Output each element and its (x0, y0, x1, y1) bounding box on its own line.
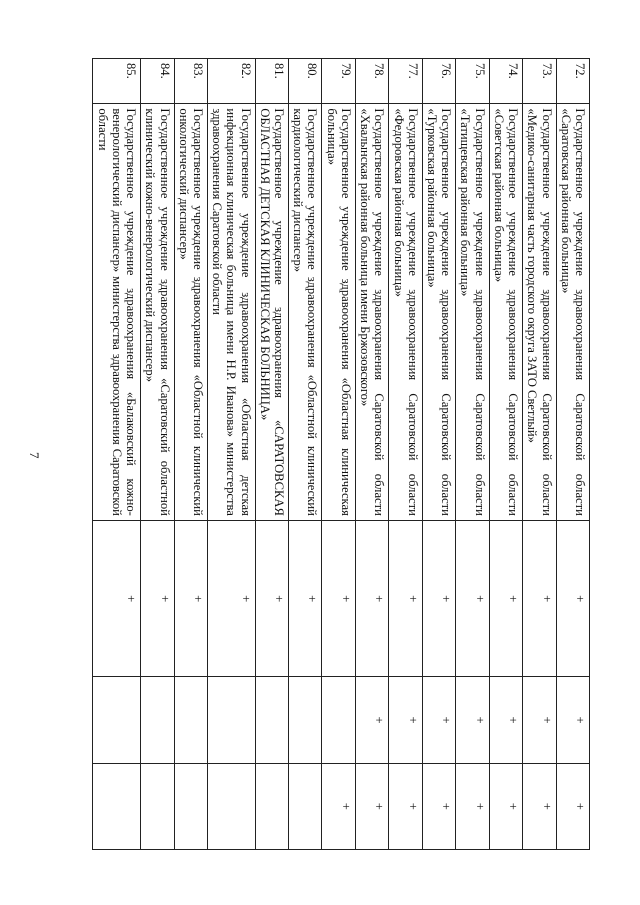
mark-col5 (207, 763, 255, 849)
institution-name: Государственное учреждение здравоохранения Саратовской области «Саратовская районная больница» (556, 104, 589, 520)
mark-col3: + (489, 520, 522, 677)
row-number: 72. (556, 59, 589, 104)
institution-name: Государственное учреждение здравоохранения Саратовской области «Татищевская районная больница» (456, 104, 489, 520)
rotated-table-container (92, 58, 590, 850)
mark-col3: + (322, 520, 355, 677)
mark-col5 (93, 763, 141, 849)
mark-col5: + (389, 763, 422, 849)
row-number: 81. (255, 59, 288, 104)
row-number: 84. (141, 59, 174, 104)
table-row (322, 59, 355, 850)
table-row (93, 59, 141, 850)
row-number: 82. (207, 59, 255, 104)
row-number: 78. (355, 59, 388, 104)
institution-name: Государственное учреждение здравоохранения «САРАТОВСКАЯ ОБЛАСТНАЯ ДЕТСКАЯ КЛИНИЧЕСКАЯ БОЛЬНИЦА» (255, 104, 288, 520)
mark-col4: + (355, 677, 388, 763)
mark-col5: + (355, 763, 388, 849)
row-number: 79. (322, 59, 355, 104)
table-row (523, 59, 556, 850)
institutions-table (92, 58, 590, 850)
mark-col5: + (489, 763, 522, 849)
table-row (556, 59, 589, 850)
mark-col5: + (523, 763, 556, 849)
mark-col4 (141, 677, 174, 763)
institution-name: Государственное учреждение здравоохранения Саратовской области «Советская районная больница» (489, 104, 522, 520)
mark-col3: + (389, 520, 422, 677)
institution-name: Государственное учреждение здравоохранения Саратовской области «Хвалынская районная больница имени Бржозовского» (355, 104, 388, 520)
row-number: 76. (422, 59, 455, 104)
mark-col4: + (389, 677, 422, 763)
institution-name: Государственное учреждение здравоохранения «Областная детская инфекционная клиническая больница имени Н.Р. Иванова» министерства здравоохранения Саратовской области (207, 104, 255, 520)
table-row (207, 59, 255, 850)
mark-col4 (255, 677, 288, 763)
institution-name: Государственное учреждение здравоохранения «Областной клинический онкологический диспансер» (174, 104, 207, 520)
row-number: 75. (456, 59, 489, 104)
mark-col3: + (255, 520, 288, 677)
mark-col3: + (355, 520, 388, 677)
mark-col4 (322, 677, 355, 763)
mark-col4 (93, 677, 141, 763)
mark-col4: + (489, 677, 522, 763)
mark-col5: + (322, 763, 355, 849)
mark-col4: + (523, 677, 556, 763)
mark-col3: + (556, 520, 589, 677)
institution-name: Государственное учреждение здравоохранения Саратовской области «Медико-санитарная часть городского округа ЗАТО Светлый» (523, 104, 556, 520)
row-number: 74. (489, 59, 522, 104)
mark-col5 (141, 763, 174, 849)
institution-name: Государственное учреждение здравоохранения «Областной клинический кардиологический диспансер» (289, 104, 322, 520)
row-number: 77. (389, 59, 422, 104)
mark-col4: + (422, 677, 455, 763)
institution-name: Государственное учреждение здравоохранения «Областная клиническая больница» (322, 104, 355, 520)
mark-col5 (174, 763, 207, 849)
mark-col4 (289, 677, 322, 763)
table-row (489, 59, 522, 850)
row-number: 73. (523, 59, 556, 104)
institution-name: Государственное учреждение здравоохранения Саратовской области «Турковская районная больница» (422, 104, 455, 520)
mark-col5: + (456, 763, 489, 849)
institution-name: Государственное учреждение здравоохранения «Саратовский областной клинический кожно-венерологический диспансер» (141, 104, 174, 520)
mark-col5: + (422, 763, 455, 849)
mark-col3: + (523, 520, 556, 677)
row-number: 85. (93, 59, 141, 104)
mark-col4 (207, 677, 255, 763)
table-row (255, 59, 288, 850)
row-number: 83. (174, 59, 207, 104)
mark-col3: + (141, 520, 174, 677)
table-row (389, 59, 422, 850)
mark-col3: + (456, 520, 489, 677)
table-row (141, 59, 174, 850)
table-row (355, 59, 388, 850)
mark-col3: + (422, 520, 455, 677)
mark-col4: + (556, 677, 589, 763)
mark-col5: + (556, 763, 589, 849)
mark-col4: + (456, 677, 489, 763)
row-number: 80. (289, 59, 322, 104)
institution-name: Государственное учреждение здравоохранения Саратовской области «Федоровская районная больница» (389, 104, 422, 520)
mark-col5 (255, 763, 288, 849)
institution-name: Государственное учреждение здравоохранения «Балаковский кожно-венерологический диспансер» министерства здравоохранения Саратовской области (93, 104, 141, 520)
mark-col3: + (207, 520, 255, 677)
page-number: 7 (27, 452, 42, 459)
mark-col3: + (289, 520, 322, 677)
table-row (456, 59, 489, 850)
mark-col5 (289, 763, 322, 849)
mark-col3: + (93, 520, 141, 677)
mark-col4 (174, 677, 207, 763)
table-body (93, 59, 590, 850)
table-row (289, 59, 322, 850)
mark-col3: + (174, 520, 207, 677)
table-row (422, 59, 455, 850)
table-row (174, 59, 207, 850)
